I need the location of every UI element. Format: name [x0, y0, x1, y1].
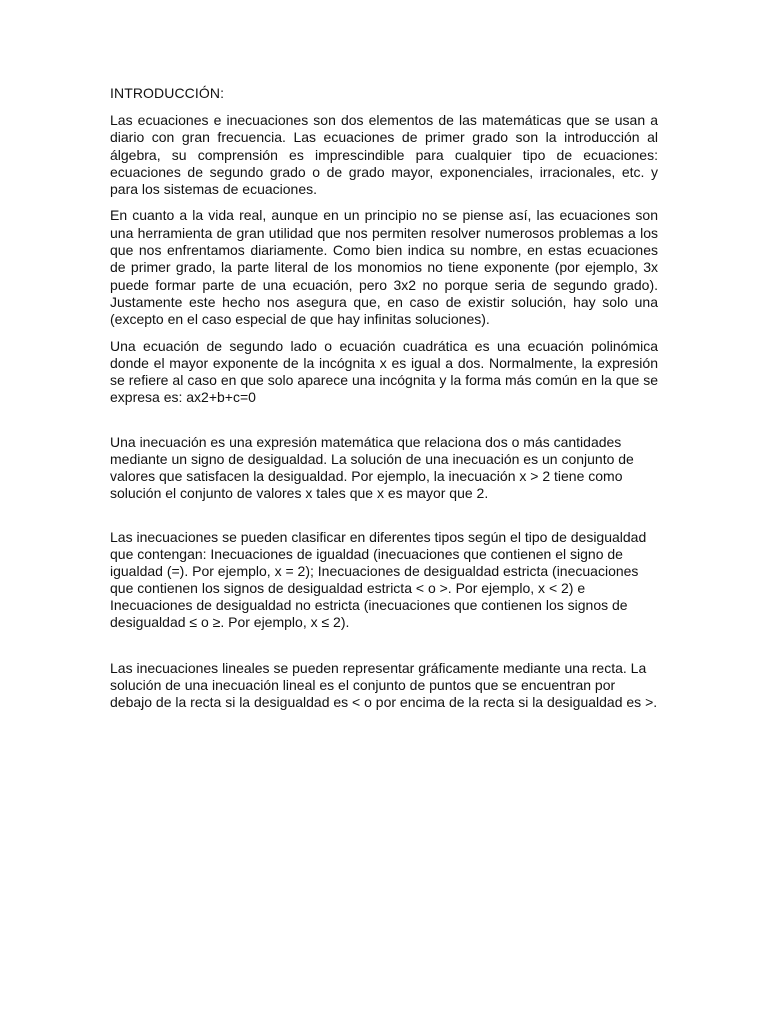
paragraph-real-life: En cuanto a la vida real, aunque en un principio no se piense así, las ecuaciones son una herramienta de gran utilidad que nos permiten resolver numerosos problemas a los que nos enfrentamos diariamente. Como bien indica su nombre, en estas ecuaciones de primer grado, la parte literal de los monomios no tiene exponente (por ejemplo, 3x puede formar parte de una ecuación, pero 3x2 no porque seria de segundo grado). Justamente este hecho nos asegura que, en caso de existir solución, hay solo una (excepto en el caso especial de que hay infinitas soluciones). [110, 207, 658, 328]
paragraph-linear-inequations: Las inecuaciones lineales se pueden representar gráficamente mediante una recta. La solución de una inecuación lineal es el conjunto de puntos que se encuentran por debajo de la recta si la desigualdad es < o por encima de la recta si la desigualdad es >. [110, 659, 658, 710]
paragraph-intro: Las ecuaciones e inecuaciones son dos elementos de las matemáticas que se usan a diario con gran frecuencia. Las ecuaciones de primer grado son la introducción al álgebra, su comprensión es imprescindible para cualquier tipo de ecuaciones: ecuaciones de segundo grado o de grado mayor, exponenciales, irracionales, etc. y para los sistemas de ecuaciones. [110, 112, 658, 198]
paragraph-inequation-types: Las inecuaciones se pueden clasificar en diferentes tipos según el tipo de desigualdad que contengan: Inecuaciones de igualdad (inecuaciones que contienen el signo de igualdad (=). Por ejemplo, x = 2); Inecuaciones de desigualdad estricta (inecuaciones que contienen los signos de desigualdad estricta < o >. Por ejemplo, x < 2) e Inecuaciones de desigualdad no estricta (inecuaciones que contienen los signos de desigualdad ≤ o ≥. Por ejemplo, x ≤ 2). [110, 528, 647, 630]
document-page [110, 84, 658, 720]
document-heading: INTRODUCCIÓN: [110, 85, 225, 101]
paragraph-inequation-definition: Una inecuación es una expresión matemática que relaciona dos o más cantidades mediante un signo de desigualdad. La solución de una inecuación es un conjunto de valores que satisfacen la desigualdad. Por ejemplo, la inecuación x > 2 tiene como solución el conjunto de valores x tales que x es mayor que 2. [110, 433, 634, 501]
paragraph-quadratic: Una ecuación de segundo lado o ecuación cuadrática es una ecuación polinómica donde el mayor exponente de la incógnita x es igual a dos. Normalmente, la expresión se refiere al caso en que solo aparece una incógnita y la forma más común en la que se expresa es: ax2+b+c=0 [110, 337, 658, 406]
